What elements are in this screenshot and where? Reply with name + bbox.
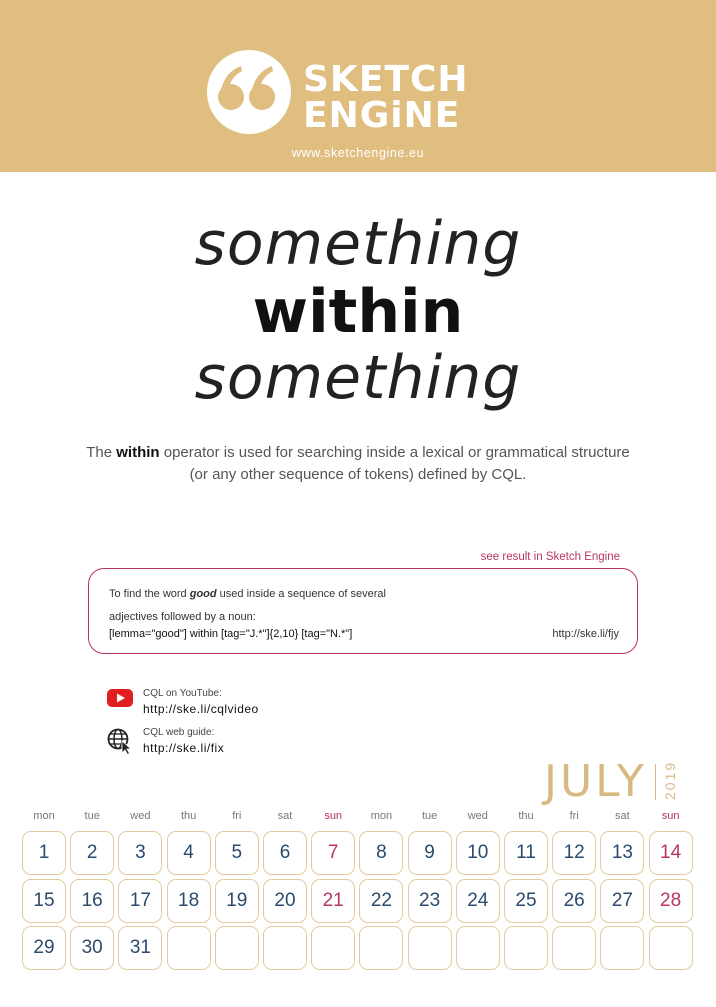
calendar-day-cell: 16 <box>70 879 114 923</box>
header-banner <box>0 0 716 172</box>
brand-url[interactable]: www.sketchengine.eu <box>291 146 425 160</box>
weekday-label: sat <box>615 810 630 822</box>
example-word: good <box>189 588 217 600</box>
calendar-day-cell: 12 <box>552 831 596 875</box>
calendar-day-cell: 14 <box>649 831 693 875</box>
calendar-day-cell: 18 <box>167 879 211 923</box>
webguide-url[interactable]: http://ske.li/fix <box>143 741 225 755</box>
description-post: operator is used for searching inside a lexical or grammatical structure <box>159 444 630 461</box>
weekday-header <box>21 810 696 824</box>
calendar-day-cell: 10 <box>456 831 500 875</box>
calendar-day-cell: 3 <box>118 831 162 875</box>
calendar-day-cell: 23 <box>408 879 452 923</box>
calendar-day-cell <box>456 926 500 970</box>
calendar-day-cell: 29 <box>22 926 66 970</box>
calendar-day-cell: 20 <box>263 879 307 923</box>
calendar-day-cell: 15 <box>22 879 66 923</box>
weekday-label: sun <box>661 810 680 822</box>
calendar-day-cell: 1 <box>22 831 66 875</box>
youtube-icon <box>107 688 133 713</box>
description-keyword: within <box>116 444 160 461</box>
calendar-day-cell <box>167 926 211 970</box>
calendar-day-cell <box>311 926 355 970</box>
calendar-day-cell: 13 <box>600 831 644 875</box>
weekday-label: sat <box>277 810 293 822</box>
weekday-label: fri <box>569 810 579 822</box>
weekday-label: thu <box>180 810 197 822</box>
calendar-day-cell: 8 <box>359 831 403 875</box>
calendar-day-cell <box>552 926 596 970</box>
description-line1 <box>60 442 656 464</box>
example-url[interactable]: http://ske.li/fjy <box>552 628 619 640</box>
calendar-day-cell: 21 <box>311 879 355 923</box>
calendar-day-cell: 7 <box>311 831 355 875</box>
brand-line2: ENGiNE <box>303 95 461 136</box>
headline-line2: within <box>252 277 464 347</box>
calendar-day-cell: 4 <box>167 831 211 875</box>
youtube-url[interactable]: http://ske.li/cqlvideo <box>143 702 259 716</box>
globe-cursor-icon <box>107 727 135 760</box>
example-line2: adjectives followed by a noun: <box>109 611 256 623</box>
brand-wordmark <box>303 59 469 136</box>
description-pre: The <box>86 444 117 461</box>
calendar-day-cell: 26 <box>552 879 596 923</box>
example-box <box>88 568 638 654</box>
calendar-day-cell <box>359 926 403 970</box>
calendar-day-cell: 6 <box>263 831 307 875</box>
month-divider <box>655 764 656 800</box>
calendar-day-cell: 27 <box>600 879 644 923</box>
weekday-label: wed <box>467 810 488 822</box>
weekday-label: tue <box>421 810 438 822</box>
calendar-day-cell <box>408 926 452 970</box>
calendar-day-cell: 22 <box>359 879 403 923</box>
calendar-day-cell <box>263 926 307 970</box>
example-line1 <box>109 588 386 600</box>
quote-logo-icon <box>207 50 291 134</box>
calendar-day-cell <box>600 926 644 970</box>
calendar-day-cell: 2 <box>70 831 114 875</box>
headline-line3: something <box>194 343 522 413</box>
brand-line1: SKETCH <box>303 59 469 100</box>
youtube-caption: CQL on YouTube: <box>143 688 222 699</box>
calendar-day-cell: 19 <box>215 879 259 923</box>
calendar-day-cell: 30 <box>70 926 114 970</box>
headline-line1: something <box>194 209 522 279</box>
calendar-day-cell <box>504 926 548 970</box>
example-line1-post: used inside a sequence of several <box>216 588 386 600</box>
weekday-label: mon <box>33 810 55 822</box>
calendar-day-cell: 28 <box>649 879 693 923</box>
weekday-label: sun <box>324 810 343 822</box>
weekday-label: wed <box>130 810 151 822</box>
see-result-link[interactable]: see result in Sketch Engine <box>480 551 620 563</box>
weekday-label: mon <box>370 810 393 822</box>
calendar-day-cell: 24 <box>456 879 500 923</box>
calendar-day-cell: 25 <box>504 879 548 923</box>
weekday-label: fri <box>232 810 242 822</box>
calendar-day-cell: 31 <box>118 926 162 970</box>
webguide-caption: CQL web guide: <box>143 727 215 738</box>
example-query: [lemma="good"] within [tag="J.*"]{2,10} [tag="N.*"] <box>109 628 353 640</box>
calendar-day-cell <box>649 926 693 970</box>
calendar-year: 2019 <box>662 760 678 800</box>
weekday-label: thu <box>518 810 534 822</box>
calendar-day-cell: 11 <box>504 831 548 875</box>
calendar-day-cell: 9 <box>408 831 452 875</box>
example-line1-pre: To find the word <box>109 588 190 600</box>
calendar-day-cell: 17 <box>118 879 162 923</box>
calendar-month: JULY <box>544 756 647 807</box>
calendar-day-cell <box>215 926 259 970</box>
description-line2: (or any other sequence of tokens) defined by CQL. <box>189 466 527 483</box>
calendar-day-cell: 5 <box>215 831 259 875</box>
weekday-label: tue <box>84 810 100 822</box>
